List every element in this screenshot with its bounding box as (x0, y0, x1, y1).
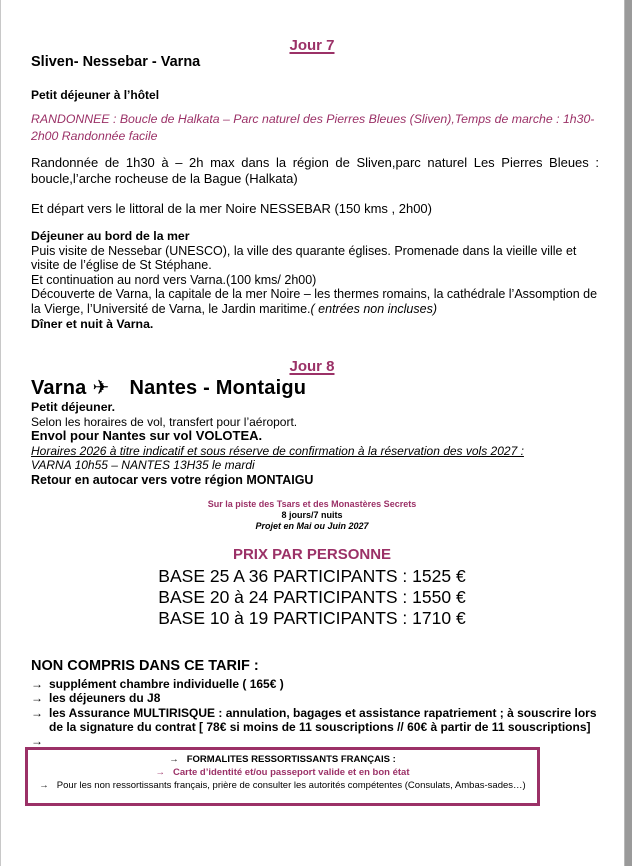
list-item: → les déjeuners du J8 (31, 691, 161, 706)
day-8-transfer: Selon les horaires de vol, transfert pour l’aéroport. (31, 414, 298, 429)
day-7-hike-title: RANDONNEE : Boucle de Halkata – Parc naturel des Pierres Bleues (Sliven),Temps de marche : 1h30-2h00 Randonnée facile (31, 112, 595, 143)
day-7-discovery: Découverte de Varna, la capitale de la mer Noire – les thermes romains, la cathédrale l’Assomption de la Vierge, l’Université de Varna, le Jardin maritime. (31, 287, 598, 316)
arrow-right-icon: → (155, 767, 165, 778)
day-8-schedule-note: Horaires 2026 à titre indicatif et sous réserve de confirmation à la réservation des vols 2027 : (31, 443, 524, 458)
day-8-route-from: Varna (31, 377, 87, 399)
arrow-right-icon: → (31, 691, 43, 706)
day-7-heading: Jour 7 (289, 37, 335, 54)
day-7-breakfast: Petit déjeuner à l’hôtel (31, 88, 160, 102)
day-7-departure: Et départ vers le littoral de la mer Noire NESSEBAR (150 kms , 2h00) (31, 201, 432, 216)
arrow-right-icon: → (31, 677, 43, 691)
day-8-heading: Jour 8 (289, 358, 335, 375)
day-7-lunch: Déjeuner au bord de la mer (31, 229, 190, 243)
day-7-discovery-wrap (31, 287, 599, 316)
arrow-right-icon: → (169, 754, 179, 765)
formalities-foreigners: Pour les non ressortissants français, prière de consulter les autorités compétentes (Consulats, Ambas-sades…) (56, 780, 526, 791)
list-item: → les Assurance MULTIRISQUE : annulation, bagages et assistance rapatriement ; à souscrire lors de la signature du contrat [ 78€ si moins de 11 souscriptions // 60€ à partir de 11 souscriptions] (31, 705, 597, 734)
arrow-right-icon: → (31, 734, 43, 749)
day-7-route: Sliven- Nessebar - Varna (31, 54, 201, 70)
viewer-scroll-gutter[interactable] (624, 0, 632, 866)
day-8-body (31, 400, 599, 488)
formalities-box (25, 747, 540, 806)
day-8-route-to: Nantes - Montaigu (129, 377, 307, 399)
arrow-right-icon: → (39, 780, 49, 791)
day-7-hike-description: Randonnée de 1h30 à – 2h max dans la région de Sliven,parc naturel Les Pierres Bleues : boucle,l’arche rocheuse de la Bague (Halkata) (31, 155, 599, 186)
price-line-10-19: BASE 10 à 19 PARTICIPANTS : 1710 € (158, 608, 466, 628)
pricing-title: PRIX PAR PERSONNE (232, 546, 392, 563)
day-7-dinner: Dîner et nuit à Varna. (31, 316, 154, 331)
day-7-afternoon-block (31, 229, 599, 331)
trip-duration: 8 jours/7 nuits (281, 510, 343, 520)
price-line-20-24: BASE 20 à 24 PARTICIPANTS : 1550 € (158, 587, 466, 607)
formalities-foreigners-row (28, 779, 537, 792)
day-8-flight: Envol pour Nantes sur vol VOLOTEA. (31, 428, 263, 444)
formalities-title: FORMALITES RESSORTISSANTS FRANÇAIS : (186, 754, 396, 765)
day-7-visit: Puis visite de Nessebar (UNESCO), la ville des quarante églises. Promenade dans la vieille ville et visite de l’église de St Stéphane. (31, 243, 577, 273)
not-included-title: NON COMPRIS DANS CE TARIF : (31, 658, 259, 674)
arrow-right-icon: → (31, 705, 43, 720)
formalities-id-docs: Carte d’identité et/ou passeport valide et en bon état (173, 767, 410, 778)
not-included-list (31, 677, 606, 749)
airplane-icon: ✈ (92, 377, 110, 399)
formalities-title-row (28, 753, 537, 766)
list-item: → supplément chambre individuelle ( 165€ ) (31, 677, 284, 691)
trip-period: Projet en Mai ou Juin 2027 (255, 521, 369, 531)
day-8-breakfast: Petit déjeuner. (31, 400, 116, 414)
price-line-25-36: BASE 25 A 36 PARTICIPANTS : 1525 € (158, 566, 466, 586)
trip-title: Sur la piste des Tsars et des Monastères Secrets (207, 499, 417, 509)
day-7-continuation: Et continuation au nord vers Varna.(100 kms/ 2h00) (31, 272, 317, 287)
day-7-discovery-note: ( entrées non incluses) (310, 301, 437, 316)
day-8-schedule: VARNA 10h55 – NANTES 13H35 le mardi (31, 458, 255, 473)
formalities-id-row (28, 766, 537, 779)
day-8-return: Retour en autocar vers votre région MONTAIGU (31, 472, 314, 487)
day-8-route (31, 375, 599, 400)
pricing-list (0, 566, 624, 629)
